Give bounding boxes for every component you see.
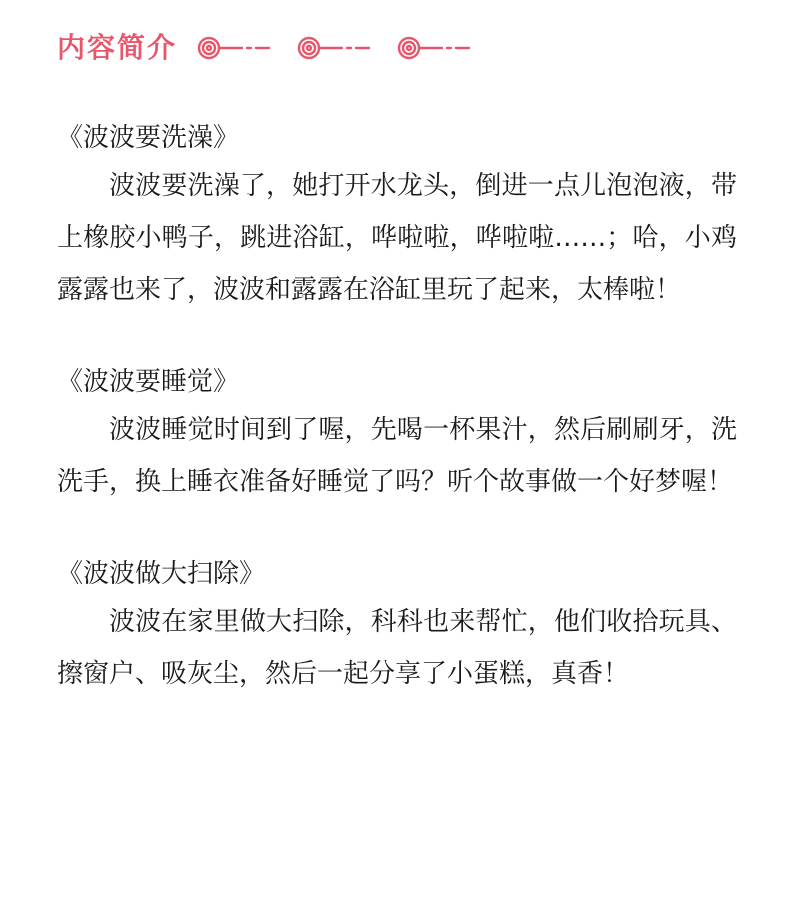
synopsis-section <box>57 116 737 316</box>
section-body: 波波要洗澡了，她打开水龙头，倒进一点儿泡泡液，带上橡胶小鸭子，跳进浴缸，哗啦啦，哗啦啦……；哈，小鸡露露也来了，波波和露露在浴缸里玩了起来，太棒啦！ <box>57 171 737 305</box>
section-body: 波波在家里做大扫除，科科也来帮忙，他们收拾玩具、擦窗户、吸灰尘，然后一起分享了小蛋糕，真香！ <box>57 607 737 689</box>
section-header <box>57 26 489 70</box>
spiral-ornament-icon <box>197 33 489 63</box>
synopsis-section <box>57 360 737 508</box>
synopsis-content <box>57 116 737 700</box>
synopsis-section <box>57 552 737 700</box>
spiral-ornament-unit <box>299 38 369 58</box>
spiral-ornament-unit <box>199 38 269 58</box>
section-title: 《波波要睡觉》 <box>57 367 240 397</box>
section-body: 波波睡觉时间到了喔，先喝一杯果汁，然后刷刷牙，洗洗手，换上睡衣准备好睡觉了吗？听个故事做一个好梦喔！ <box>57 415 737 497</box>
page-title: 内容简介 <box>57 31 178 64</box>
section-title: 《波波做大扫除》 <box>57 559 266 589</box>
section-title: 《波波要洗澡》 <box>57 123 240 153</box>
spiral-ornament-unit <box>399 38 469 58</box>
